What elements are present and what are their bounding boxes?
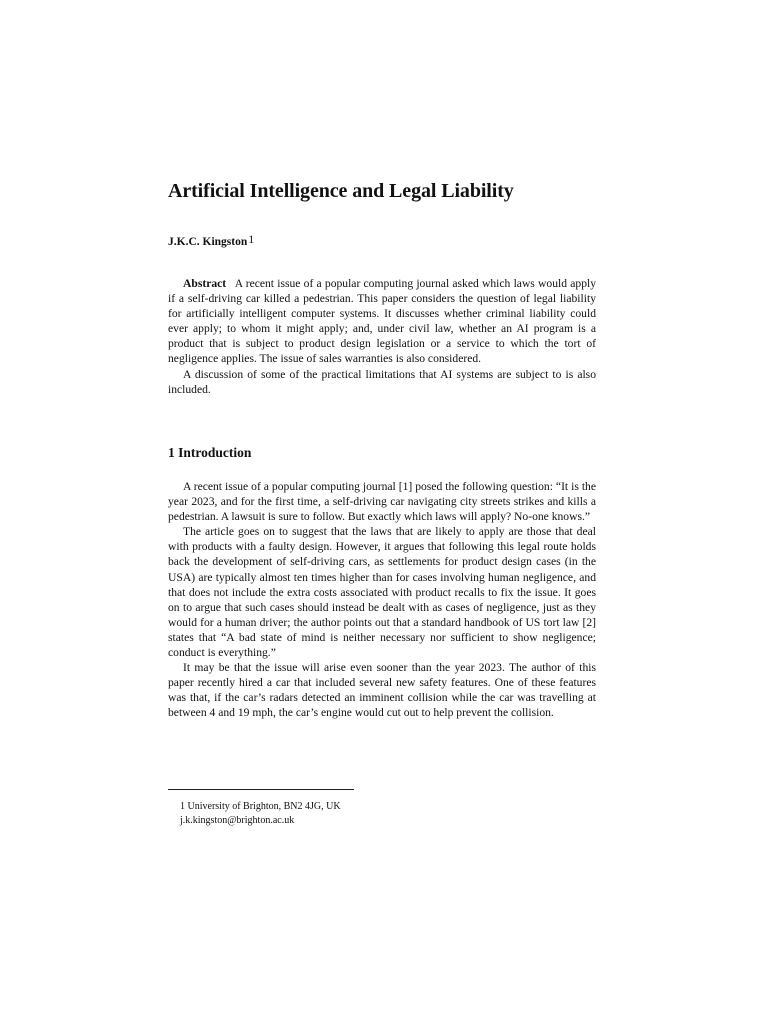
introduction-body — [168, 479, 596, 721]
abstract-text: A recent issue of a popular computing journal asked which laws would apply if a self-driving car killed a pedestrian. This paper considers the question of legal liability for artificially intelligent computer systems. It discusses whether criminal liability could ever apply; to whom it might apply; and, under civil law, whether an AI program is a product that is subject to product design legislation or a service to which the tort of negligence applies. The issue of sales warranties is also considered. — [168, 277, 597, 366]
footnote-divider — [168, 789, 354, 790]
body-paragraph: A recent issue of a popular computing journal [1] posed the following question: “It is the year 2023, and for the first time, a self-driving car navigating city streets strikes and kills a pedestrian. A lawsuit is sure to follow. But exactly which laws will apply? No-one knows.” — [168, 480, 596, 524]
author-line — [168, 232, 254, 251]
abstract-paragraph: A discussion of some of the practical limitations that AI systems are subject to is also included. — [168, 367, 596, 396]
abstract — [168, 276, 596, 397]
paper-title: Artificial Intelligence and Legal Liability — [168, 180, 514, 202]
abstract-label: Abstract — [183, 277, 227, 290]
footnote-affiliation: 1 University of Brighton, BN2 4JG, UK — [180, 801, 341, 812]
body-paragraph: It may be that the issue will arise even sooner than the year 2023. The author of this paper recently hired a car that included several new safety features. One of these features was that, if the car’s radars detected an imminent collision while the car was travelling at between 4 and 19 mph, the car’s engine would cut out to help prevent the collision. — [168, 661, 596, 720]
footnotes — [180, 800, 341, 828]
author-name: J.K.C. Kingston — [168, 236, 248, 248]
footnote-email: j.k.kingston@brighton.ac.uk — [180, 815, 295, 826]
abstract-paragraph — [168, 276, 596, 367]
affiliation-marker: 1 — [248, 232, 255, 246]
section-heading-introduction: 1 Introduction — [168, 445, 252, 460]
body-paragraph: The article goes on to suggest that the laws that are likely to apply are those that deal with products with a faulty design. However, it argues that following this legal route holds back the development of self-driving cars, as settlements for product design cases (in the USA) are typically almost ten times higher than for cases involving human negligence, and that does not include the extra costs associated with product recalls to fix the issue. It goes on to argue that such cases should instead be dealt with as cases of negligence, just as they would for a human driver; the author points out that a standard handbook of US tort law [2] states that “A bad state of mind is neither necessary nor sufficient to show negligence; conduct is everything.” — [168, 525, 596, 660]
